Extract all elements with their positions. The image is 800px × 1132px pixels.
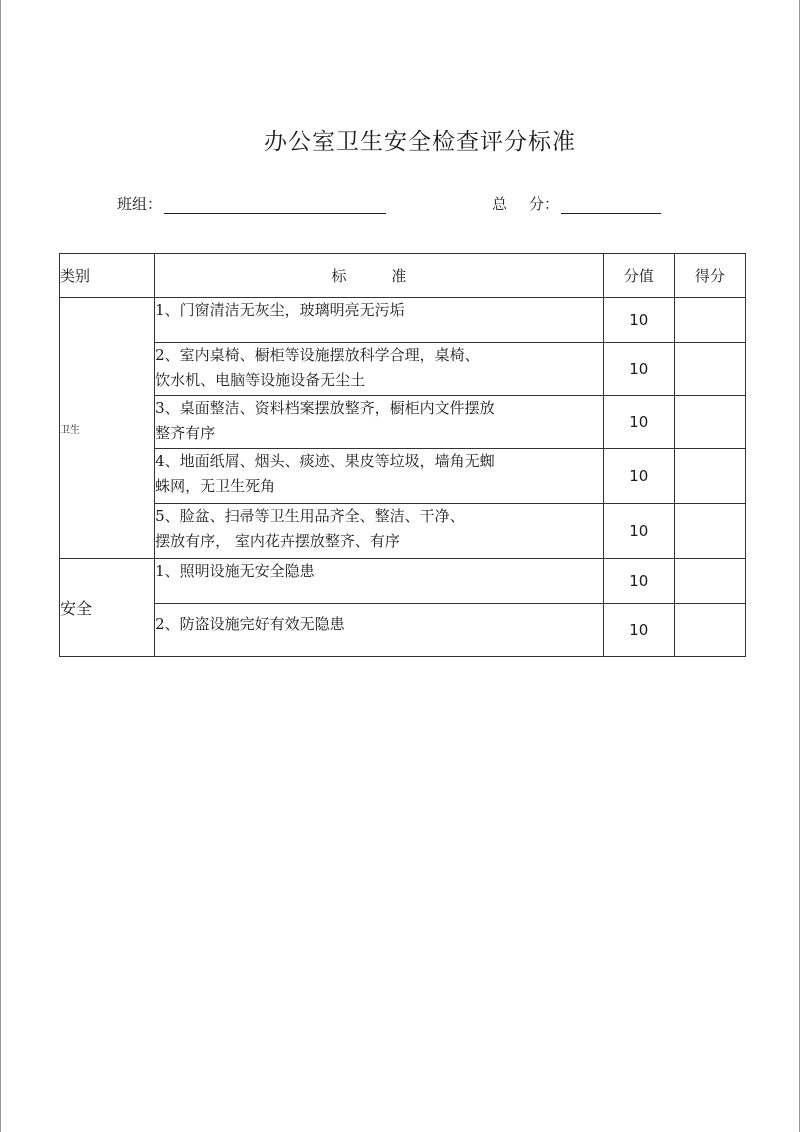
team-blank-line[interactable]	[164, 193, 386, 214]
standard-cell: 1、门窗清洁无灰尘，玻璃明亮无污垢	[155, 298, 604, 343]
standard-cell: 3、桌面整洁、资料档案摆放整齐，橱柜内文件摆放 整齐有序	[155, 396, 604, 449]
score-cell[interactable]	[674, 559, 745, 604]
table-row	[60, 343, 746, 396]
points-cell: 10	[603, 559, 674, 604]
score-cell[interactable]	[674, 396, 745, 449]
standard-cell: 2、防盗设施完好有效无隐患	[155, 604, 604, 657]
header-category: 类别	[60, 254, 155, 298]
score-cell[interactable]	[674, 504, 745, 559]
score-cell[interactable]	[674, 343, 745, 396]
points-cell: 10	[603, 604, 674, 657]
table-row	[60, 604, 746, 657]
standard-cell: 1、照明设施无安全隐患	[155, 559, 604, 604]
standard-cell: 4、地面纸屑、烟头、痰迹、果皮等垃圾，墙角无蜘 蛛网，无卫生死角	[155, 449, 604, 504]
team-field	[117, 193, 386, 214]
document-title: 办公室卫生安全检查评分标准	[264, 129, 576, 155]
table-row	[60, 396, 746, 449]
header-standard: 标 准	[155, 254, 604, 298]
points-cell: 10	[603, 504, 674, 559]
points-cell: 10	[603, 449, 674, 504]
total-score-field	[492, 193, 661, 214]
scoring-table	[59, 253, 746, 657]
table-row	[60, 449, 746, 504]
points-cell: 10	[603, 298, 674, 343]
team-label: 班组：	[117, 195, 163, 213]
score-cell[interactable]	[674, 298, 745, 343]
table-row	[60, 559, 746, 604]
points-cell: 10	[603, 396, 674, 449]
points-cell: 10	[603, 343, 674, 396]
table-header-row	[60, 254, 746, 298]
header-score: 得分	[674, 254, 745, 298]
score-cell[interactable]	[674, 449, 745, 504]
total-label-a: 总	[492, 195, 508, 213]
total-blank-line[interactable]	[561, 193, 661, 214]
header-points: 分值	[603, 254, 674, 298]
standard-cell: 5、脸盆、扫帚等卫生用品齐全、整洁、干净、 摆放有序， 室内花卉摆放整齐、有序	[155, 504, 604, 559]
standard-cell: 2、室内桌椅、橱柜等设施摆放科学合理，桌椅、 饮水机、电脑等设施设备无尘土	[155, 343, 604, 396]
score-cell[interactable]	[674, 604, 745, 657]
table-row	[60, 504, 746, 559]
table-row	[60, 298, 746, 343]
category-safety: 安全	[60, 559, 155, 657]
total-label-b: 分：	[529, 195, 560, 213]
category-hygiene: 卫生	[60, 298, 155, 559]
